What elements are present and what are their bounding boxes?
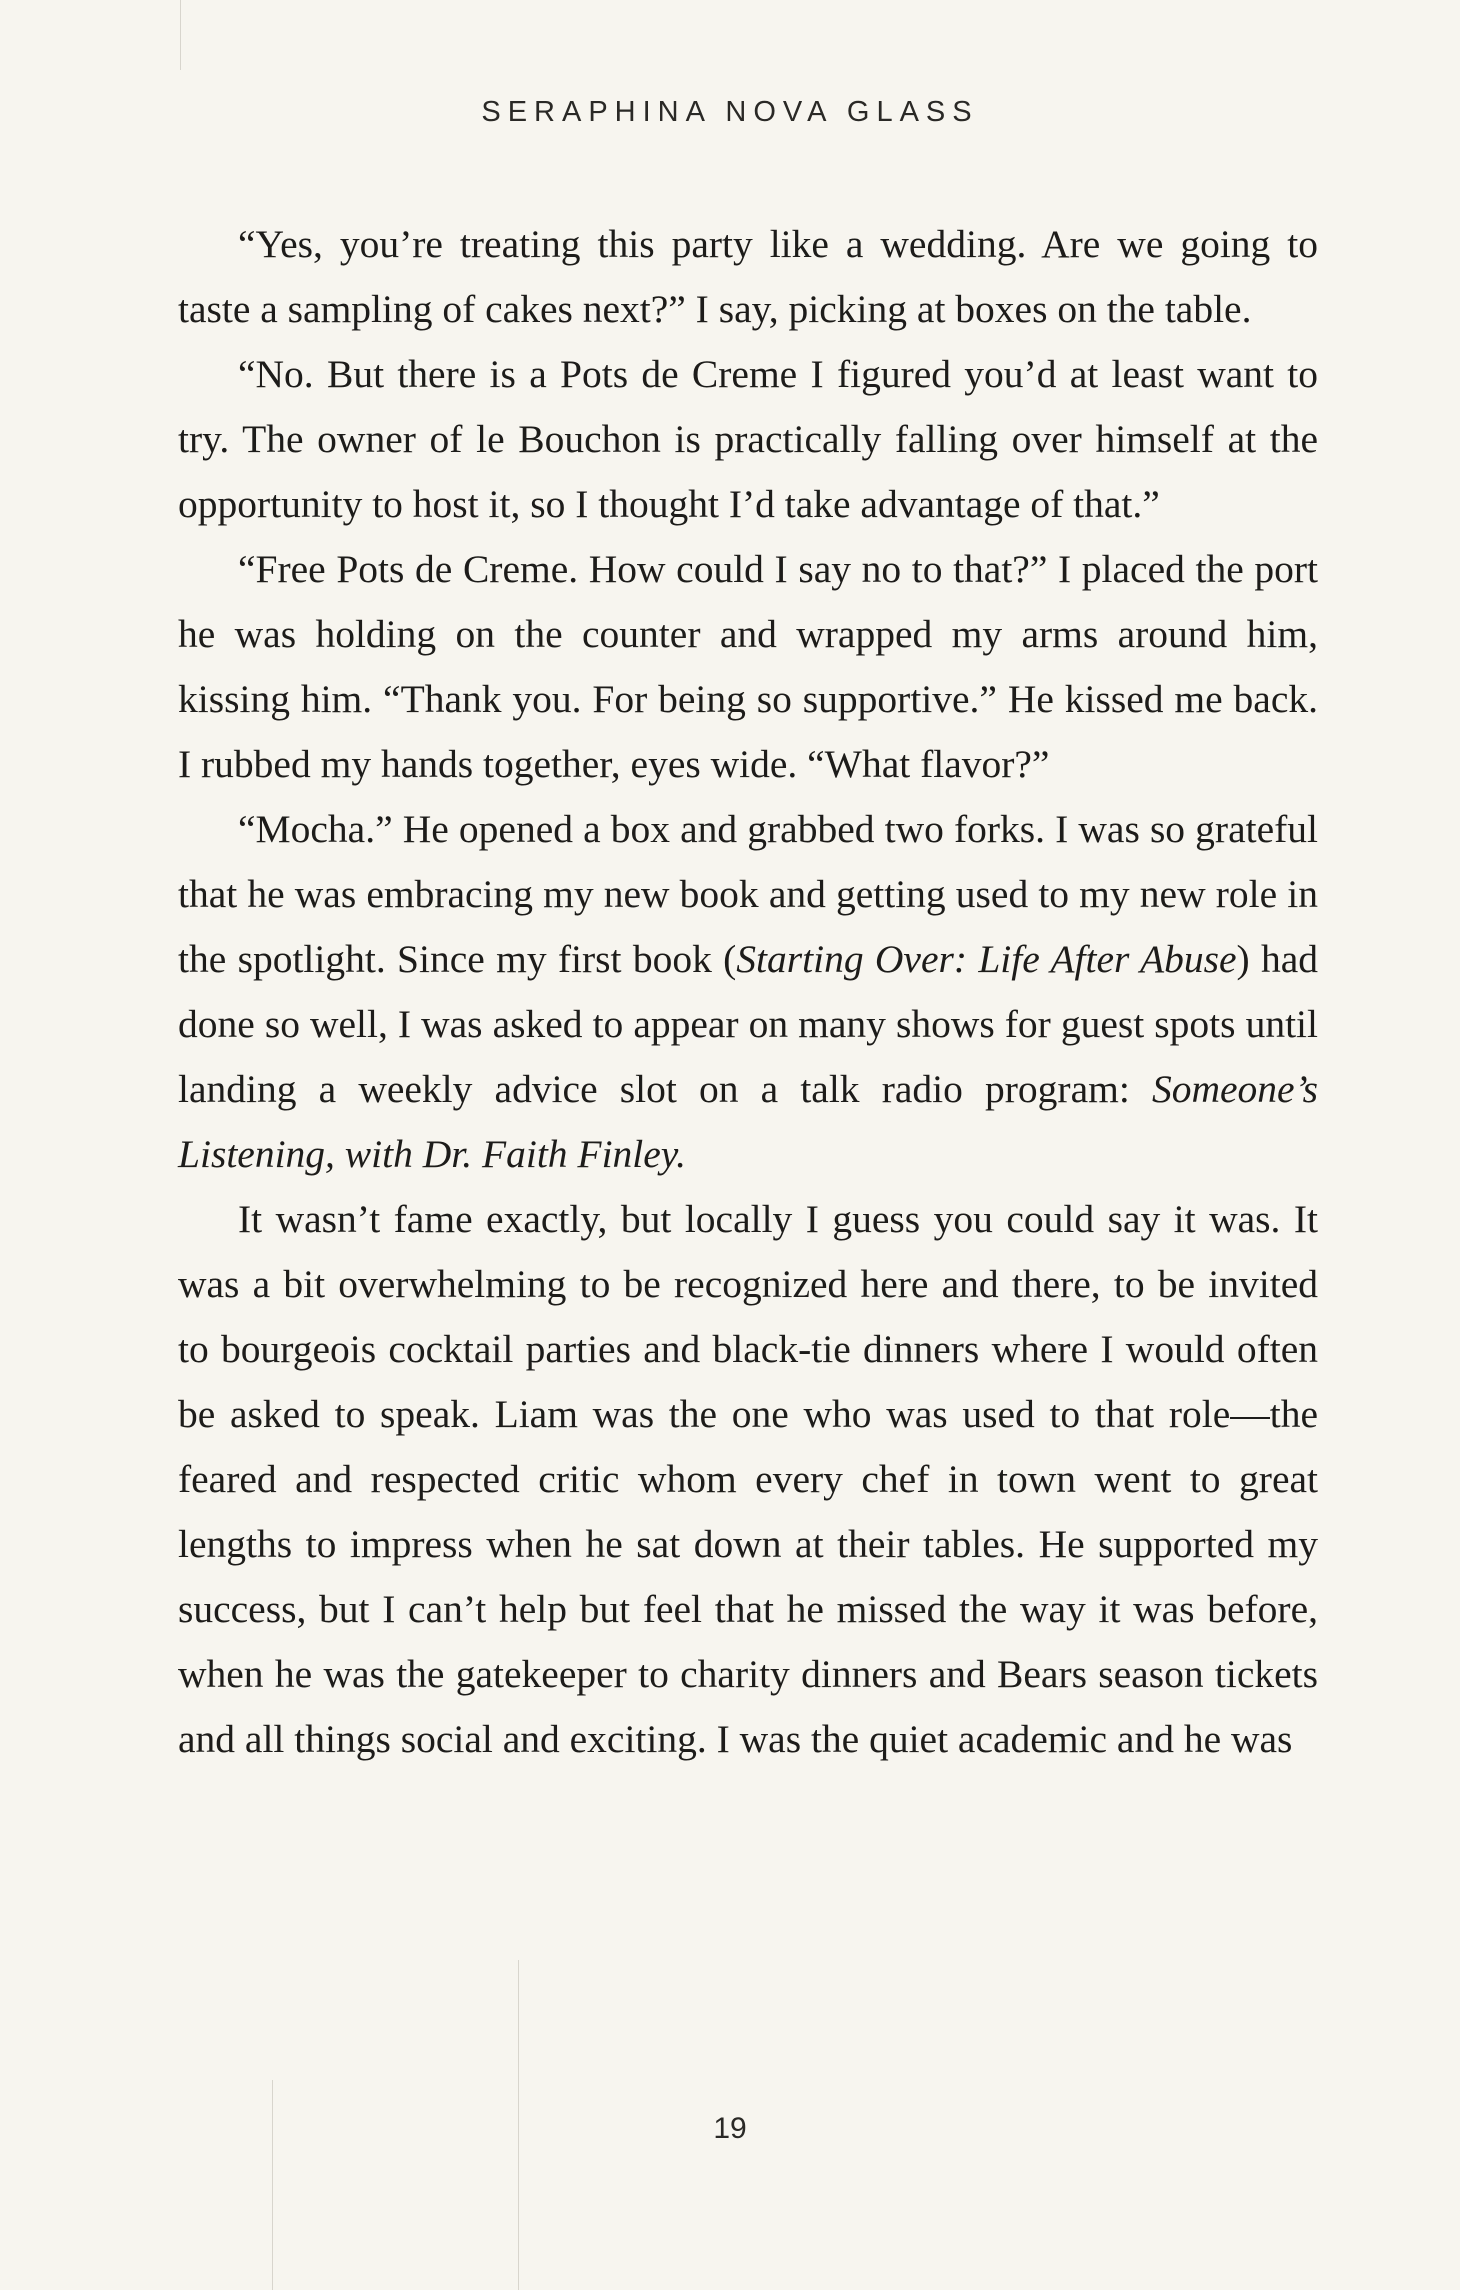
text-run: “Yes, you’re treating this party like a wedding. Are we going to taste a sampling of cakes next?” I say, picking at boxes on the table. [178,222,1318,331]
text-run: “Mocha.” He opened a box and grabbed two forks. I was so grateful that he was embracing my new book and getting used to my new role in the spotlight. Since my first book ( [178,807,1318,981]
text-run: It wasn’t fame exactly, but locally I guess you could say it was. It was a bit overwhelming to be recognized here and there, to be invited to bourgeois cocktail parties and black-tie dinners where I would often be asked to speak. Liam was the one who was used to that role—the feared and respected critic whom every chef in town went to great lengths to impress when he sat down at their tables. He supported my success, but I can’t help but feel that he missed the way it was before, when he was the gatekeeper to charity dinners and Bears season tickets and all things social and exciting. I was the quiet academic and he was [178,1197,1318,1761]
paragraph [178,1187,1318,1772]
italic-title: Someone’s Listening, with Dr. Faith Finley. [178,1067,1318,1176]
scan-artifact-line [180,0,181,70]
running-head: SERAPHINA NOVA GLASS [481,96,979,128]
text-run: “Free Pots de Creme. How could I say no to that?” I placed the port he was holding on the counter and wrapped my arms around him, kissing him. “Thank you. For being so supportive.” He kissed me back. I rubbed my hands together, eyes wide. “What flavor?” [178,547,1318,786]
text-run: ) had done so well, I was asked to appear on many shows for guest spots until landing a weekly advice slot on a talk radio program: [178,937,1318,1111]
body-text [178,212,1318,1772]
italic-title: Starting Over: Life After Abuse [736,937,1237,981]
paragraph [178,537,1318,797]
page-number: 19 [713,2112,747,2145]
paragraph [178,212,1318,342]
paragraph [178,797,1318,1187]
paragraph [178,342,1318,537]
text-run: “No. But there is a Pots de Creme I figured you’d at least want to try. The owner of le Bouchon is practically falling over himself at the opportunity to host it, so I thought I’d take advantage of that.” [178,352,1318,526]
